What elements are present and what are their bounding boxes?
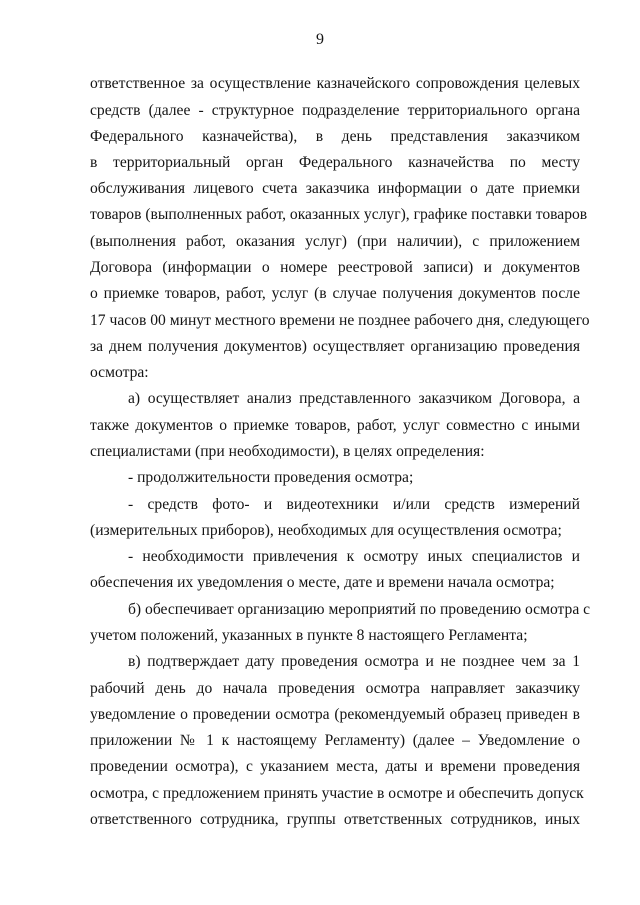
text-line: рабочий день до начала проведения осмотра направляет заказчику [90, 680, 580, 697]
text-line: товаров (выполненных работ, оказанных услуг), графике поставки товаров [90, 206, 588, 223]
text-line: (выполнения работ, оказания услуг) (при наличии), с приложением [90, 233, 580, 250]
text-line: осмотра: [90, 364, 149, 381]
paragraph-v-line: в) подтверждает дату проведения осмотра и не позднее чем за 1 [128, 653, 580, 670]
text-line: Договора (информации о номере реестровой записи) и документов [90, 259, 580, 276]
text-line: в территориальный орган Федерального казначейства по месту [90, 154, 580, 171]
text-line: обслуживания лицевого счета заказчика информации о дате приемки [90, 180, 580, 197]
text-line: ответственного сотрудника, группы ответственных сотрудников, иных [90, 811, 580, 828]
text-line: Федерального казначейства), в день представления заказчиком [90, 128, 580, 145]
paragraph-a-line: а) осуществляет анализ представленного заказчиком Договора, а [128, 390, 580, 407]
text-line: уведомление о проведении осмотра (рекомендуемый образец приведен в [90, 706, 580, 723]
list-item-equipment: - средств фото- и видеотехники и/или средств измерений [128, 496, 580, 513]
text-line: проведении осмотра), с указанием места, даты и времени проведения [90, 758, 580, 775]
text-line: специалистами (при необходимости), в целях определения: [90, 443, 485, 460]
list-item-specialists: - необходимости привлечения к осмотру иных специалистов и [128, 548, 580, 565]
text-line: осмотра, с предложением принять участие в осмотре и обеспечить допуск [90, 785, 584, 802]
text-line: средств (далее - структурное подразделение территориального органа [90, 102, 580, 119]
text-line: ответственное за осуществление казначейского сопровождения целевых [90, 75, 580, 92]
text-line: обеспечения их уведомления о месте, дате и времени начала осмотра; [90, 574, 555, 591]
text-line: за днем получения документов) осуществляет организацию проведения [90, 338, 580, 355]
text-line: учетом положений, указанных в пункте 8 настоящего Регламента; [90, 627, 528, 644]
page-number: 9 [316, 31, 324, 48]
text-line: приложении № 1 к настоящему Регламенту) (далее – Уведомление о [90, 732, 580, 749]
list-item-duration: - продолжительности проведения осмотра; [128, 469, 414, 486]
text-line: (измерительных приборов), необходимых для осуществления осмотра; [90, 522, 562, 539]
text-line: также документов о приемке товаров, работ, услуг совместно с иными [90, 417, 580, 434]
paragraph-b-line: б) обеспечивает организацию мероприятий по проведению осмотра с [128, 601, 591, 618]
text-line: о приемке товаров, работ, услуг (в случае получения документов после [90, 285, 580, 302]
text-line: 17 часов 00 минут местного времени не позднее рабочего дня, следующего [90, 312, 590, 329]
